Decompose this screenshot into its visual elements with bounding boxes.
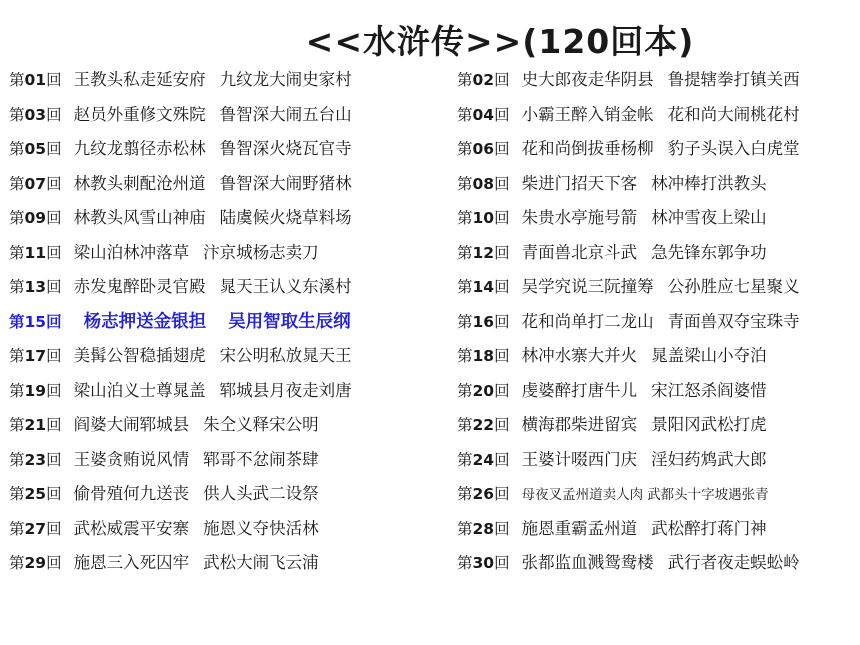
chapter-number <box>457 416 510 434</box>
chapter-entry <box>9 477 319 512</box>
chapter-entry <box>457 167 767 202</box>
chapter-suffix: 回 <box>46 243 62 262</box>
chapter-entry <box>457 546 800 581</box>
chapter-prefix: 第 <box>457 278 473 296</box>
chapter-prefix: 第 <box>9 554 25 572</box>
chapter-suffix: 回 <box>494 174 510 193</box>
chapter-title-second-half: 施恩义夺快活林 <box>203 518 319 538</box>
chapter-title-second-half: 晁盖梁山小夺泊 <box>651 346 767 365</box>
chapter-title-first-half: 王教头私走延安府 <box>73 70 206 89</box>
chapter-entry <box>9 270 352 305</box>
chapter-title-first-half: 王婆贪贿说风情 <box>73 449 190 469</box>
chapter-number-digits: 21 <box>24 416 47 434</box>
chapter-row <box>0 201 860 236</box>
chapter-title-second-half: 武都头十字坡遇张青 <box>647 487 769 503</box>
chapter-number <box>457 106 510 124</box>
chapter-title-second-half: 朱仝义释宋公明 <box>203 415 319 434</box>
chapter-title-first-half: 林冲水寨大并火 <box>521 346 638 365</box>
chapter-row <box>0 98 860 133</box>
chapter-entry <box>457 512 767 547</box>
chapter-entry <box>457 443 767 478</box>
chapter-number-digits: 04 <box>472 105 495 124</box>
chapter-row <box>0 512 860 547</box>
chapter-prefix: 第 <box>9 381 25 400</box>
chapter-number <box>9 347 62 365</box>
chapter-entry <box>9 98 352 133</box>
chapter-prefix: 第 <box>9 485 25 503</box>
chapter-title-second-half: 鲁智深火烧瓦官寺 <box>219 139 352 158</box>
chapter-title-second-half: 鲁智深大闹野猪林 <box>219 173 352 193</box>
chapter-number <box>457 485 510 503</box>
chapter-suffix: 回 <box>46 312 62 331</box>
chapter-title-second-half: 晁天王认义东溪村 <box>219 277 352 296</box>
chapter-prefix: 第 <box>457 312 473 331</box>
chapter-number <box>9 554 62 572</box>
chapter-prefix: 第 <box>457 554 473 572</box>
chapter-suffix: 回 <box>46 140 62 158</box>
chapter-title-first-half: 花和尚倒拔垂杨柳 <box>521 139 654 158</box>
chapter-title-first-half: 阎婆大闹郓城县 <box>73 415 190 434</box>
chapter-entry <box>9 201 352 236</box>
chapter-title-second-half: 鲁提辖拳打镇关西 <box>667 70 800 89</box>
chapter-title-second-half: 花和尚大闹桃花村 <box>667 104 800 124</box>
chapter-row <box>0 63 860 98</box>
chapter-prefix: 第 <box>457 209 473 227</box>
chapter-title-first-half: 林教头刺配沧州道 <box>73 173 206 193</box>
chapter-title-first-half: 史大郎夜走华阴县 <box>521 70 654 89</box>
chapter-number <box>457 278 510 296</box>
chapter-title-first-half: 九纹龙翦径赤松林 <box>73 139 206 158</box>
chapter-row <box>0 339 860 374</box>
chapter-title-first-half: 武松威震平安寨 <box>73 518 190 538</box>
chapter-suffix: 回 <box>46 71 62 89</box>
chapter-number-digits: 20 <box>472 381 495 400</box>
chapter-row <box>0 443 860 478</box>
chapter-title-second-half: 豹子头误入白虎堂 <box>667 139 800 158</box>
chapter-suffix: 回 <box>46 519 62 538</box>
chapter-entry <box>457 132 800 167</box>
chapter-title-second-half: 林冲雪夜上梁山 <box>651 208 767 227</box>
chapter-number-digits: 15 <box>24 312 47 331</box>
chapter-title-second-half: 宋公明私放晁天王 <box>219 346 352 365</box>
chapter-suffix: 回 <box>494 519 510 538</box>
chapter-entry <box>457 63 800 98</box>
chapter-number <box>457 451 510 469</box>
chapter-number-digits: 19 <box>24 381 47 400</box>
chapter-entry <box>457 477 769 513</box>
chapter-title-first-half: 赤发鬼醉卧灵官殿 <box>73 277 206 296</box>
chapter-number <box>9 209 62 227</box>
chapter-entry <box>9 63 352 98</box>
chapter-number <box>9 106 62 124</box>
chapter-suffix: 回 <box>494 416 510 434</box>
chapter-number-digits: 26 <box>472 485 495 503</box>
chapter-prefix: 第 <box>9 450 25 469</box>
chapter-prefix: 第 <box>457 519 473 538</box>
chapter-prefix: 第 <box>457 416 473 434</box>
chapter-suffix: 回 <box>494 347 510 365</box>
chapter-suffix: 回 <box>494 554 510 572</box>
chapter-prefix: 第 <box>457 105 473 124</box>
chapter-prefix: 第 <box>457 174 473 193</box>
chapter-entry <box>9 339 352 374</box>
chapter-row <box>0 546 860 581</box>
chapter-suffix: 回 <box>494 209 510 227</box>
chapter-entry <box>457 374 767 409</box>
chapter-title-first-half: 施恩重霸孟州道 <box>521 518 638 538</box>
chapter-prefix: 第 <box>457 140 473 158</box>
chapter-row <box>0 408 860 443</box>
chapter-entry <box>9 132 352 167</box>
chapter-number <box>9 485 62 503</box>
chapter-entry <box>457 98 800 133</box>
chapter-entry <box>9 374 352 409</box>
chapter-prefix: 第 <box>457 381 473 400</box>
chapter-number <box>9 451 62 469</box>
chapter-prefix: 第 <box>9 71 25 89</box>
chapter-prefix: 第 <box>9 312 25 331</box>
chapter-prefix: 第 <box>457 71 473 89</box>
chapter-suffix: 回 <box>46 485 62 503</box>
chapter-title-first-half: 赵员外重修文殊院 <box>73 104 206 124</box>
chapter-number <box>9 520 62 538</box>
chapter-suffix: 回 <box>46 554 62 572</box>
chapter-title-first-half: 小霸王醉入销金帐 <box>521 104 654 124</box>
chapter-entry <box>9 443 319 478</box>
chapter-number-digits: 16 <box>472 312 495 331</box>
chapter-suffix: 回 <box>46 209 62 227</box>
chapter-number-digits: 02 <box>472 71 495 89</box>
chapter-number-digits: 14 <box>472 278 495 296</box>
chapter-number <box>457 244 510 262</box>
chapter-suffix: 回 <box>494 485 510 503</box>
chapter-prefix: 第 <box>9 105 25 124</box>
chapter-number <box>457 554 510 572</box>
chapter-title-first-half: 梁山泊义士尊晁盖 <box>73 380 206 400</box>
chapter-number-digits: 13 <box>24 278 47 296</box>
chapter-title-second-half: 武松醉打蒋门神 <box>651 518 767 538</box>
chapter-number <box>457 520 510 538</box>
chapter-suffix: 回 <box>46 381 62 400</box>
chapter-entry <box>9 408 319 443</box>
chapter-title-first-half: 偷骨殖何九送丧 <box>73 484 190 503</box>
chapter-title-first-half: 梁山泊林冲落草 <box>73 242 190 262</box>
chapter-number-digits: 09 <box>24 209 47 227</box>
chapter-prefix: 第 <box>9 278 25 296</box>
page-title: <<水浒传>>(120回本) <box>305 22 695 61</box>
chapter-title-second-half: 郓哥不忿闹茶肆 <box>203 449 319 469</box>
chapter-title-first-half: 花和尚单打二龙山 <box>521 311 654 331</box>
chapter-title-first-half: 美髯公智稳插翅虎 <box>73 346 206 365</box>
chapter-suffix: 回 <box>46 278 62 296</box>
chapter-title-first-half: 横海郡柴进留宾 <box>521 415 638 434</box>
chapter-number <box>9 175 62 193</box>
chapter-entry <box>457 408 767 443</box>
chapter-title-second-half: 急先锋东郭争功 <box>651 242 767 262</box>
chapter-number-digits: 18 <box>472 347 495 365</box>
chapter-suffix: 回 <box>494 243 510 262</box>
chapter-title-second-half: 陆虞候火烧草料场 <box>219 208 352 227</box>
chapter-prefix: 第 <box>457 485 473 503</box>
chapter-title-first-half: 王婆计啜西门庆 <box>521 449 638 469</box>
chapter-entry <box>457 305 800 340</box>
chapter-number-digits: 25 <box>24 485 47 503</box>
chapter-prefix: 第 <box>457 243 473 262</box>
chapter-suffix: 回 <box>46 416 62 434</box>
chapter-title-first-half: 母夜叉孟州道卖人肉 <box>521 487 644 503</box>
chapter-suffix: 回 <box>494 71 510 89</box>
chapter-number-digits: 12 <box>472 243 495 262</box>
chapter-prefix: 第 <box>9 174 25 193</box>
chapter-prefix: 第 <box>457 347 473 365</box>
chapter-number-digits: 01 <box>24 71 47 89</box>
chapter-prefix: 第 <box>9 243 25 262</box>
chapter-suffix: 回 <box>494 312 510 331</box>
chapter-entry <box>457 339 767 374</box>
chapter-number-digits: 29 <box>24 554 47 572</box>
chapter-entry <box>457 236 767 271</box>
chapter-prefix: 第 <box>9 519 25 538</box>
chapter-entry <box>9 305 351 340</box>
chapter-row <box>0 167 860 202</box>
chapter-title-first-half: 吴学究说三阮撞筹 <box>521 277 654 296</box>
chapter-suffix: 回 <box>494 278 510 296</box>
chapter-row <box>0 132 860 167</box>
chapter-suffix: 回 <box>46 174 62 193</box>
chapter-number <box>457 347 510 365</box>
chapter-number-digits: 08 <box>472 174 495 193</box>
chapter-number <box>9 416 62 434</box>
chapter-title-second-half: 宋江怒杀阎婆惜 <box>651 380 767 400</box>
chapter-number <box>457 140 510 158</box>
chapter-number-digits: 07 <box>24 174 47 193</box>
chapter-number <box>9 382 62 400</box>
chapter-number <box>457 175 510 193</box>
chapter-entry <box>9 236 319 271</box>
chapter-list <box>0 63 860 581</box>
chapter-title-second-half: 郓城县月夜走刘唐 <box>219 380 352 400</box>
chapter-title-first-half: 张都监血溅鸳鸯楼 <box>521 553 654 572</box>
chapter-number-digits: 27 <box>24 519 47 538</box>
chapter-title-second-half: 林冲棒打洪教头 <box>651 173 767 193</box>
chapter-prefix: 第 <box>9 347 25 365</box>
chapter-number-digits: 24 <box>472 450 495 469</box>
chapter-prefix: 第 <box>9 209 25 227</box>
chapter-row <box>0 477 860 512</box>
chapter-number-digits: 22 <box>472 416 495 434</box>
chapter-title-second-half: 武行者夜走蜈蚣岭 <box>667 553 800 572</box>
chapter-number <box>9 71 62 89</box>
chapter-entry <box>9 512 319 547</box>
chapter-row <box>0 374 860 409</box>
chapter-number <box>9 140 62 158</box>
chapter-entry <box>9 167 352 202</box>
chapter-number-digits: 06 <box>472 140 495 158</box>
chapter-entry <box>457 270 800 305</box>
chapter-number-digits: 10 <box>472 209 495 227</box>
chapter-title-second-half: 武松大闹飞云浦 <box>203 553 319 572</box>
chapter-number-digits: 17 <box>24 347 47 365</box>
chapter-suffix: 回 <box>46 347 62 365</box>
chapter-title-second-half: 吴用智取生辰纲 <box>228 311 351 332</box>
chapter-title-second-half: 供人头武二设祭 <box>203 484 319 503</box>
chapter-suffix: 回 <box>494 381 510 400</box>
chapter-title-second-half: 景阳冈武松打虎 <box>651 415 767 434</box>
chapter-number-digits: 03 <box>24 105 47 124</box>
chapter-number-digits: 30 <box>472 554 495 572</box>
chapter-title-second-half: 公孙胜应七星聚义 <box>667 277 800 296</box>
chapter-number <box>457 313 510 331</box>
chapter-prefix: 第 <box>9 416 25 434</box>
chapter-title-second-half: 青面兽双夺宝珠寺 <box>667 311 800 331</box>
chapter-title-first-half: 朱贵水亭施号箭 <box>521 208 638 227</box>
chapter-prefix: 第 <box>457 450 473 469</box>
chapter-number <box>457 382 510 400</box>
chapter-row <box>0 305 860 340</box>
chapter-number <box>457 209 510 227</box>
chapter-title-second-half: 淫妇药鸩武大郎 <box>651 449 767 469</box>
chapter-row <box>0 270 860 305</box>
chapter-number <box>9 278 62 296</box>
chapter-number-digits: 11 <box>24 243 47 262</box>
chapter-suffix: 回 <box>494 105 510 124</box>
chapter-row <box>0 236 860 271</box>
chapter-title-first-half: 杨志押送金银担 <box>83 311 207 332</box>
chapter-title-first-half: 施恩三入死囚牢 <box>73 553 190 572</box>
chapter-title-first-half: 虔婆醉打唐牛儿 <box>521 380 638 400</box>
chapter-entry <box>457 201 767 236</box>
chapter-number <box>457 71 510 89</box>
chapter-title-second-half: 九纹龙大闹史家村 <box>219 70 352 89</box>
chapter-number-digits: 23 <box>24 450 47 469</box>
chapter-title-first-half: 林教头风雪山神庙 <box>73 208 206 227</box>
chapter-title-first-half: 青面兽北京斗武 <box>521 242 638 262</box>
chapter-number-digits: 05 <box>24 140 47 158</box>
chapter-prefix: 第 <box>9 140 25 158</box>
chapter-suffix: 回 <box>46 105 62 124</box>
chapter-title-first-half: 柴进门招天下客 <box>521 173 638 193</box>
chapter-number-digits: 28 <box>472 519 495 538</box>
chapter-suffix: 回 <box>46 450 62 469</box>
chapter-number <box>9 244 62 262</box>
chapter-title-second-half: 鲁智深大闹五台山 <box>219 104 352 124</box>
chapter-suffix: 回 <box>494 140 510 158</box>
chapter-number <box>9 313 62 331</box>
chapter-entry <box>9 546 319 581</box>
chapter-title-second-half: 汴京城杨志卖刀 <box>203 242 319 262</box>
chapter-suffix: 回 <box>494 450 510 469</box>
